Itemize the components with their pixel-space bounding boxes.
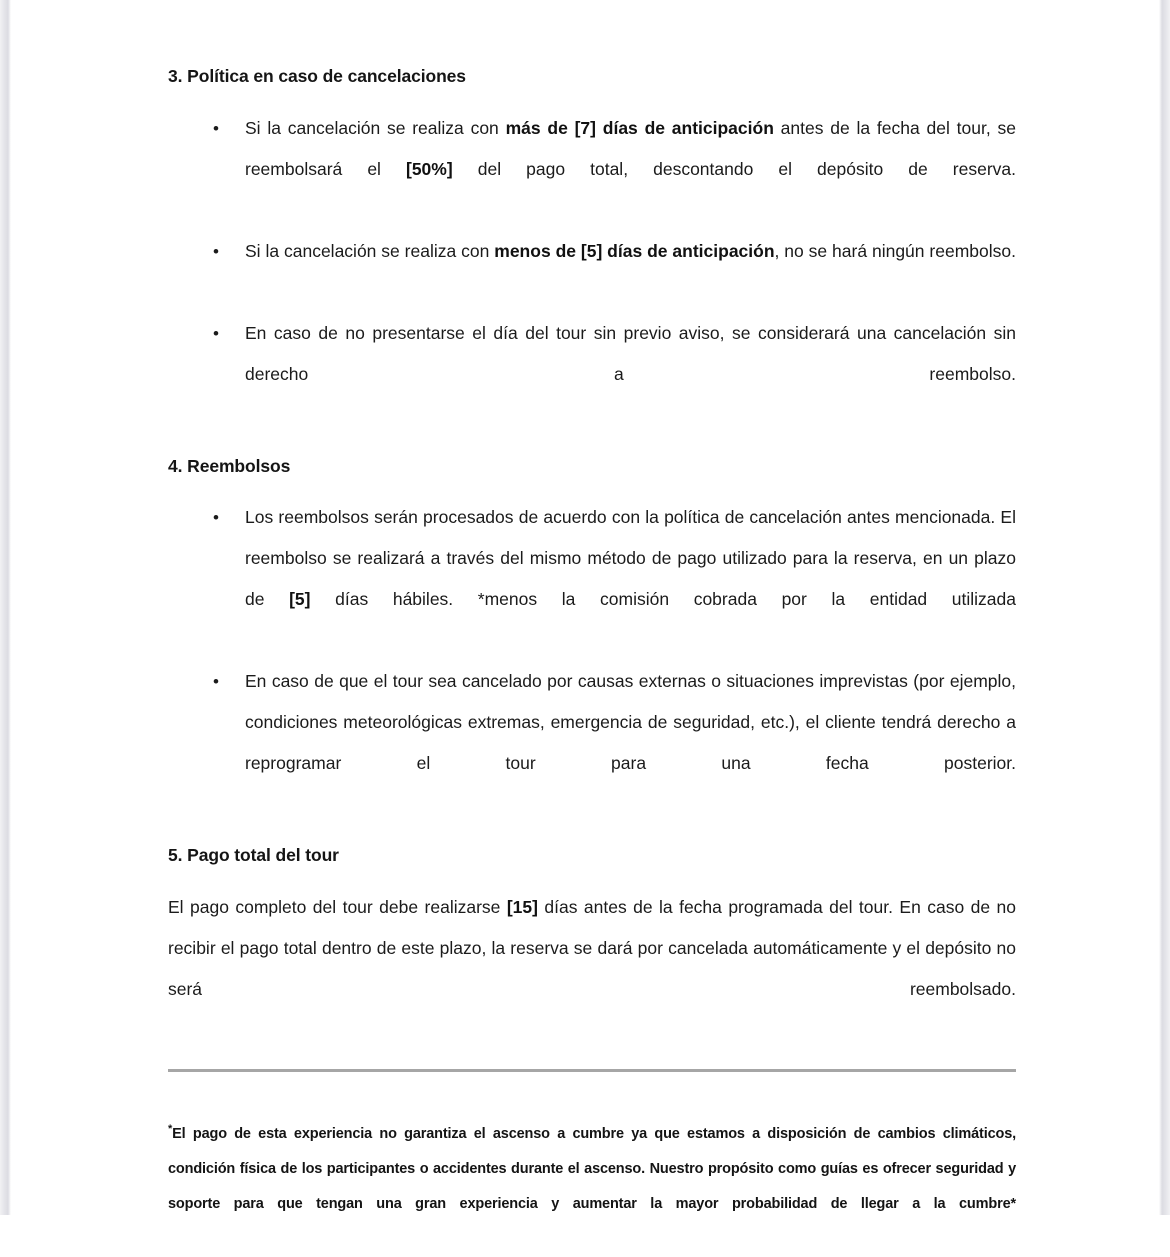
list-item <box>168 313 1016 436</box>
page-gutter-right <box>1159 0 1170 1215</box>
paragraph-pago-total: El pago completo del tour debe realizarse [15] días antes de la fecha programada del tour. En caso de no recibir el pago total dentro de este plazo, la reserva se dará por cancelada automáticamente y el depósito no será reembolsado. <box>168 896 1016 999</box>
list-item <box>168 497 1016 661</box>
list-item-text: En caso de que el tour sea cancelado por causas externas o situaciones imprevistas (por ejemplo, condiciones meteorológicas extremas, emergencia de seguridad, etc.), el cliente tendrá derecho a reprogramar el tour para una fecha posterior. <box>245 671 1016 773</box>
footer-divider <box>168 1069 1016 1072</box>
bullet-list-cancelaciones <box>168 108 1016 436</box>
page-sheet <box>11 0 1159 1215</box>
list-item <box>168 108 1016 231</box>
section-heading-cancelaciones: 3. Política en caso de cancelaciones <box>168 66 466 86</box>
list-item-text: En caso de no presentarse el día del tour sin previo aviso, se considerará una cancelación sin derecho a reembolso. <box>245 322 1016 384</box>
footnote-text: El pago de esta experiencia no garantiza el ascenso a cumbre ya que estamos a disposición de cambios climáticos, condición física de los participantes o accidentes durante el ascenso. Nuestro propósito como guías es ofrecer seguridad y soporte para que tengan una gran experiencia y aumentar la mayor probabilidad de llegar a la cumbre <box>168 1125 1016 1212</box>
list-item-text: Los reembolsos serán procesados de acuerdo con la política de cancelación antes mencionada. El reembolso se realizará a través del mismo método de pago utilizado para la reserva, en un plazo de [5] días hábiles. *menos la comisión cobrada por la entidad utilizada <box>245 507 1016 609</box>
section-heading-pago-total: 5. Pago total del tour <box>168 845 339 865</box>
list-item-text: Si la cancelación se realiza con más de [7] días de anticipación antes de la fecha del tour, se reembolsará el [50%] del pago total, descontando el depósito de reserva. <box>245 117 1016 179</box>
page-gutter-left <box>0 0 11 1215</box>
footnote-marker-leading: * <box>168 1122 173 1135</box>
footnote-marker-trailing: * <box>1010 1195 1016 1212</box>
bullet-list-reembolsos <box>168 497 1016 825</box>
footnote-paragraph <box>168 1117 1016 1257</box>
section-heading-reembolsos: 4. Reembolsos <box>168 455 291 476</box>
list-item-text: Si la cancelación se realiza con menos de [5] días de anticipación, no se hará ningún reembolso. <box>245 240 1016 261</box>
list-item <box>168 231 1016 313</box>
list-item <box>168 661 1016 825</box>
